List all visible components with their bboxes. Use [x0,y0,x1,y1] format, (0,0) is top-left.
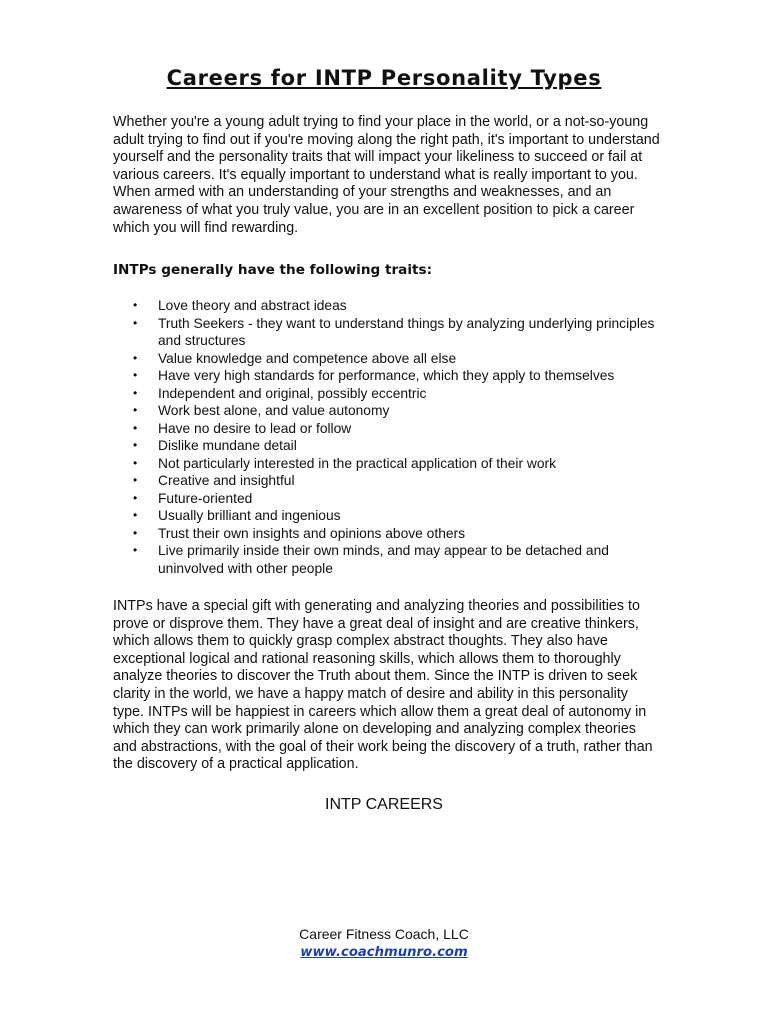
list-item: • Creative and insightful [133,472,673,490]
careers-heading: INTP CAREERS [325,796,443,813]
footer [0,925,768,962]
list-item: • Dislike mundane detail [133,437,673,455]
list-item: • Trust their own insights and opinions above others [133,525,673,543]
list-item: • Independent and original, possibly eccentric [133,385,673,403]
list-item: • Have very high standards for performance, which they apply to themselves [133,367,673,385]
list-item: • Not particularly interested in the practical application of their work [133,455,673,473]
intro-paragraph: Whether you're a young adult trying to find your place in the world, or a not-so-young adult trying to find out if you're moving along the right path, it's important to understand yourself and the personality traits that will impact your likeliness to succeed or fail at various careers. It's equally important to understand what is really important to you. When armed with an understanding of your strengths and weaknesses, and an awareness of what you truly value, you are in an excellent position to pick a career which you will find rewarding. [113,114,660,236]
list-item: • Work best alone, and value autonomy [133,402,673,420]
list-item: • Live primarily inside their own minds, and may appear to be detached and uninvolved with other people [133,542,673,577]
list-item: • Truth Seekers - they want to understand things by analyzing underlying principles and structures [133,315,673,350]
list-item: • Value knowledge and competence above all else [133,350,673,368]
body-paragraph: INTPs have a special gift with generating and analyzing theories and possibilities to prove or disprove them. They have a great deal of insight and are creative thinkers, which allows them to quickly grasp complex abstract thoughts. They also have exceptional logical and rational reasoning skills, which allows them to thoroughly analyze theories to discover the Truth about them. Since the INTP is driven to seek clarity in the world, we have a happy match of desire and ability in this personality type. INTPs will be happiest in careers which allow them a great deal of autonomy in which they can work primarily alone on developing and analyzing complex theories and abstractions, with the goal of their work being the discovery of a truth, rather than the discovery of a practical application. [113,598,653,773]
website-link[interactable]: www.coachmunro.com [300,944,468,960]
traits-heading: INTPs generally have the following traits: [113,262,433,278]
list-item: • Have no desire to lead or follow [133,420,673,438]
list-item: • Future-oriented [133,490,673,508]
list-item: • Usually brilliant and ingenious [133,507,673,525]
footer-company: Career Fitness Coach, LLC [299,926,469,942]
traits-list [133,297,673,577]
document-title: Careers for INTP Personality Types [166,66,602,90]
list-item: • Love theory and abstract ideas [133,297,673,315]
